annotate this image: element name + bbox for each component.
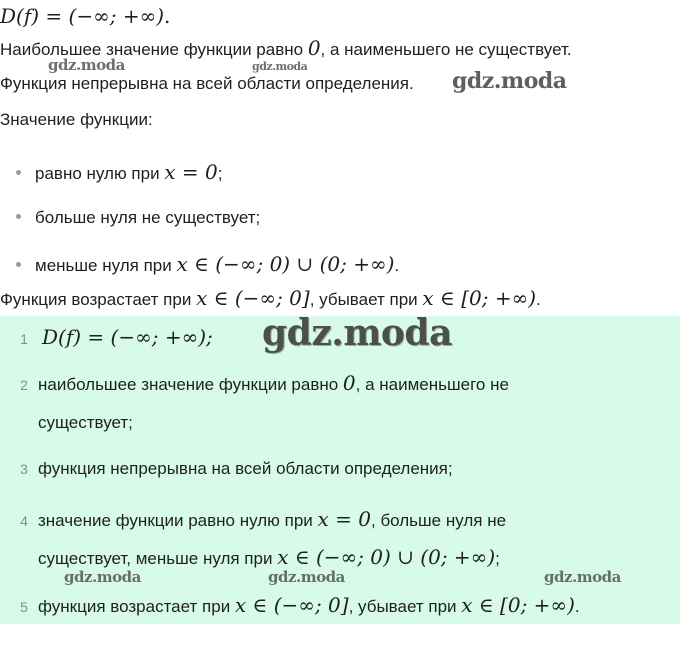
values-heading: Значение функции:: [0, 110, 153, 129]
list-item: [16, 206, 260, 230]
answer-text: наибольшее значение функции равно 0, а наименьшего не: [38, 371, 509, 395]
monotonic-math: x ∈ (−∞; 0]: [196, 286, 310, 310]
answer-math: D(f) = (−∞; +∞);: [42, 325, 213, 349]
bullet-dot: [16, 170, 21, 175]
answer-math: x ∈ [0; +∞): [461, 593, 575, 617]
extrema-text-pre: Наибольшее значение функции равно: [0, 40, 308, 59]
line-number: 3: [20, 461, 28, 477]
monotonic-statement: [0, 286, 541, 312]
line-number: 2: [20, 377, 28, 393]
list-item-text: равно нулю при: [35, 164, 165, 183]
watermark: gdz.moda: [252, 60, 308, 73]
answer-line: [0, 456, 453, 482]
list-item-text: меньше нуля при: [35, 256, 177, 275]
line-number: 1: [20, 331, 28, 347]
monotonic-text: .: [536, 290, 541, 309]
extrema-text-post: , а наименьшего не существует.: [320, 40, 572, 59]
answer-line-continued: существует;: [38, 413, 133, 432]
list-item-text: больше нуля не существует;: [35, 208, 261, 227]
line-number: 5: [20, 599, 28, 615]
answer-line: [0, 592, 580, 620]
monotonic-text: , убывает при: [309, 290, 423, 309]
watermark: gdz.moda: [64, 568, 141, 586]
answer-math: x ∈ (−∞; 0]: [234, 593, 349, 617]
answer-math: x ∈ (−∞; 0) ∪ (0; +∞): [277, 545, 496, 569]
answer-text: функция возрастает при x ∈ (−∞; 0], убывает при x ∈ [0; +∞).: [38, 593, 580, 617]
bullet-dot: [16, 262, 21, 267]
monotonic-text: Функция возрастает при: [0, 290, 197, 309]
answer-line-continued: существует, меньше нуля при x ∈ (−∞; 0) ∪ (0; +∞);: [38, 545, 500, 569]
answer-line: [0, 506, 506, 534]
list-item-math: x = 0: [164, 160, 218, 184]
extrema-math: 0: [307, 36, 321, 60]
list-item-math: x ∈ (−∞; 0) ∪ (0; +∞): [176, 252, 395, 276]
answer-text: функция непрерывна на всей области определения;: [38, 459, 453, 478]
monotonic-math: x ∈ [0; +∞): [422, 286, 537, 310]
continuity-statement: Функция непрерывна на всей области определения.: [0, 74, 414, 93]
answer-line: [0, 324, 213, 352]
bullet-dot: [16, 214, 21, 219]
list-item-text: .: [394, 256, 400, 275]
list-item: [16, 160, 223, 186]
domain-formula: D(f) = (−∞; +∞).: [0, 4, 171, 28]
answer-line: [0, 370, 509, 398]
watermark: gdz.moda: [544, 568, 621, 586]
answer-block: [0, 312, 680, 624]
watermark: gdz.moda: [48, 56, 125, 74]
answer-text: значение функции равно нулю при x = 0, больше нуля не: [38, 507, 507, 531]
watermark: gdz.moda: [452, 68, 567, 94]
list-item: [16, 252, 399, 278]
answer-math: 0: [342, 371, 356, 395]
answer-math: x = 0: [317, 507, 371, 531]
line-number: 4: [20, 513, 28, 529]
watermark: gdz.moda: [262, 312, 452, 354]
watermark: gdz.moda: [268, 568, 345, 586]
list-item-text: ;: [217, 164, 223, 183]
